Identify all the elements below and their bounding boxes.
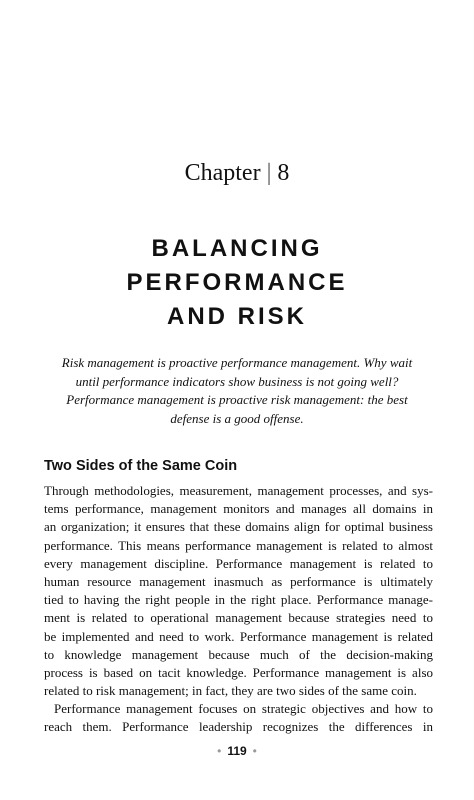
body-line: tems performance, management monitors and manages all domains in xyxy=(44,501,433,517)
body-line: Through methodologies, measurement, management processes, and sys- xyxy=(44,483,433,498)
body-line: human resource management inasmuch as performance is ultimately xyxy=(44,573,433,589)
body-line: an organization; it ensures that these domains align for optimal business xyxy=(44,519,433,535)
body-line: to knowledge management because much of the decision-making xyxy=(44,646,433,662)
footer-bullet: • xyxy=(217,744,222,758)
body-line: tied to having the right people in the right place. Performance manage- xyxy=(44,592,433,608)
epigraph-line: Risk management is proactive performance management. Why wait xyxy=(61,355,413,370)
body-line: every management discipline. Performance management is related to xyxy=(44,555,433,571)
body-text xyxy=(44,482,433,737)
body-line: related to risk management; in fact, they are two sides of the same coin. xyxy=(44,683,417,699)
body-line: reach them. Performance leadership recognizes the differences in xyxy=(44,719,433,735)
body-line: ment is related to operational management because strategies need to xyxy=(44,610,433,626)
epigraph xyxy=(52,354,422,428)
body-line: be implemented and need to work. Performance management is related xyxy=(44,628,433,644)
epigraph-line: Performance management is proactive risk management: the best xyxy=(66,392,408,407)
chapter-label xyxy=(0,160,474,187)
body-line: performance. This means performance management is related to almost xyxy=(44,537,433,553)
chapter-separator: | xyxy=(266,160,272,186)
chapter-word: Chapter xyxy=(184,160,261,186)
page-number: 119 xyxy=(227,744,247,758)
page-footer xyxy=(0,744,474,758)
chapter-title-line: AND RISK xyxy=(166,303,307,330)
footer-bullet: • xyxy=(252,744,257,758)
chapter-title xyxy=(0,232,474,334)
body-line: process is based on tacit knowledge. Performance management is also xyxy=(44,664,433,680)
epigraph-line: defense is a good offense. xyxy=(170,410,304,426)
body-line: Performance management focuses on strategic objectives and how to xyxy=(54,701,433,717)
chapter-title-line: PERFORMANCE xyxy=(126,269,348,296)
chapter-number: 8 xyxy=(277,160,290,186)
section-heading: Two Sides of the Same Coin xyxy=(44,458,238,474)
epigraph-line: until performance indicators show business is not going well? xyxy=(75,373,399,389)
chapter-title-line: BALANCING xyxy=(151,235,323,262)
